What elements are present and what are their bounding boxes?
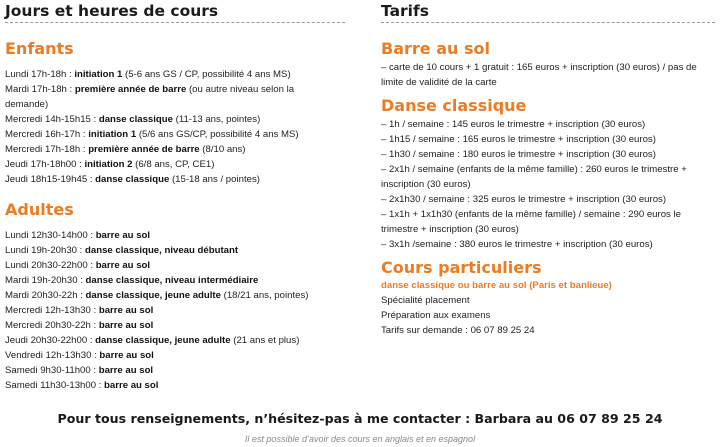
classique-line: – 1x1h + 1x1h30 (enfants de la même famille) / semaine : 290 euros le: [381, 209, 681, 220]
pricing-column: [381, 0, 715, 338]
classique-line: – 3x1h /semaine : 380 euros le trimestre + inscription (30 euros): [381, 239, 653, 250]
adultes-line: Lundi 12h30-14h00 : barre au sol: [5, 230, 151, 241]
pricing-title: Tarifs: [381, 0, 715, 23]
particuliers-line: Tarifs sur demande : 06 07 89 25 24: [381, 325, 535, 336]
enfants-line: Lundi 17h-18h : initiation 1 (5-6 ans GS / CP, possibilité 4 ans MS): [5, 69, 291, 80]
adultes-line: Mercredi 12h-13h30 : barre au sol: [5, 305, 154, 316]
schedule-title: Jours et heures de cours: [5, 0, 345, 23]
enfants-line: Jeudi 18h15-19h45 : danse classique (15-18 ans / pointes): [5, 174, 260, 185]
barre-line: – carte de 10 cours + 1 gratuit : 165 euros + inscription (30 euros) / pas de: [381, 62, 697, 73]
enfants-line: Mercredi 16h-17h : initiation 1 (5/6 ans GS/CP, possibilité 4 ans MS): [5, 129, 299, 140]
particuliers-subtitle: danse classique ou barre au sol (Paris et banlieue): [381, 280, 612, 291]
classique-line: trimestre + inscription (30 euros): [381, 224, 519, 235]
particuliers-line: Spécialité placement: [381, 295, 470, 306]
particuliers-line: Préparation aux examens: [381, 310, 491, 321]
adultes-line: Lundi 19h-20h30 : danse classique, niveau débutant: [5, 245, 239, 256]
classique-line: – 2x1h / semaine (enfants de la même famille) : 260 euros le trimestre +: [381, 164, 687, 175]
classique-line: – 1h15 / semaine : 165 euros le trimestre + inscription (30 euros): [381, 134, 656, 145]
classique-line: – 2x1h30 / semaine : 325 euros le trimestre + inscription (30 euros): [381, 194, 667, 205]
adultes-line: Vendredi 12h-13h30 : barre au sol: [5, 350, 154, 361]
classique-list: [381, 117, 715, 252]
particuliers-heading: Cours particuliers: [381, 258, 542, 277]
barre-line: limite de validité de la carte: [381, 77, 497, 88]
adultes-line: Mardi 19h-20h30 : danse classique, niveau intermédiaire: [5, 275, 259, 286]
contact-banner: Pour tous renseignements, n’hésitez-pas à me contacter : Barbara au 06 07 89 25 24: [57, 411, 663, 426]
adultes-line: Jeudi 20h30-22h00 : danse classique, jeune adulte (21 ans et plus): [5, 335, 300, 346]
enfants-line: Mercredi 14h-15h15 : danse classique (11-13 ans, pointes): [5, 114, 261, 125]
adultes-heading: Adultes: [5, 200, 74, 219]
enfants-line: Jeudi 17h-18h00 : initiation 2 (6/8 ans, CP, CE1): [5, 159, 215, 170]
barre-heading: Barre au sol: [381, 39, 490, 58]
enfants-line: Mercredi 17h-18h : première année de barre (8/10 ans): [5, 144, 246, 155]
adultes-line: Mardi 20h30-22h : danse classique, jeune adulte (18/21 ans, pointes): [5, 290, 309, 301]
adultes-line: Samedi 11h30-13h00 : barre au sol: [5, 380, 159, 391]
schedule-column: [5, 0, 345, 393]
enfants-line: demande): [5, 99, 49, 110]
classique-line: inscription (30 euros): [381, 179, 471, 190]
classique-heading: Danse classique: [381, 96, 527, 115]
adultes-line: Samedi 9h30-11h00 : barre au sol: [5, 365, 154, 376]
enfants-line: Mardi 17h-18h : première année de barre (ou autre niveau selon la: [5, 84, 295, 95]
adultes-line: Mercredi 20h30-22h : barre au sol: [5, 320, 154, 331]
adultes-line: Lundi 20h30-22h00 : barre au sol: [5, 260, 151, 271]
enfants-heading: Enfants: [5, 39, 74, 58]
barre-list: [381, 60, 715, 90]
adultes-list: [5, 228, 345, 393]
classique-line: – 1h / semaine : 145 euros le trimestre + inscription (30 euros): [381, 119, 646, 130]
enfants-list: [5, 67, 345, 187]
particuliers-list: [381, 293, 715, 338]
classique-line: – 1h30 / semaine : 180 euros le trimestre + inscription (30 euros): [381, 149, 656, 160]
language-note: Il est possible d’avoir des cours en anglais et en espagnol: [244, 434, 476, 444]
